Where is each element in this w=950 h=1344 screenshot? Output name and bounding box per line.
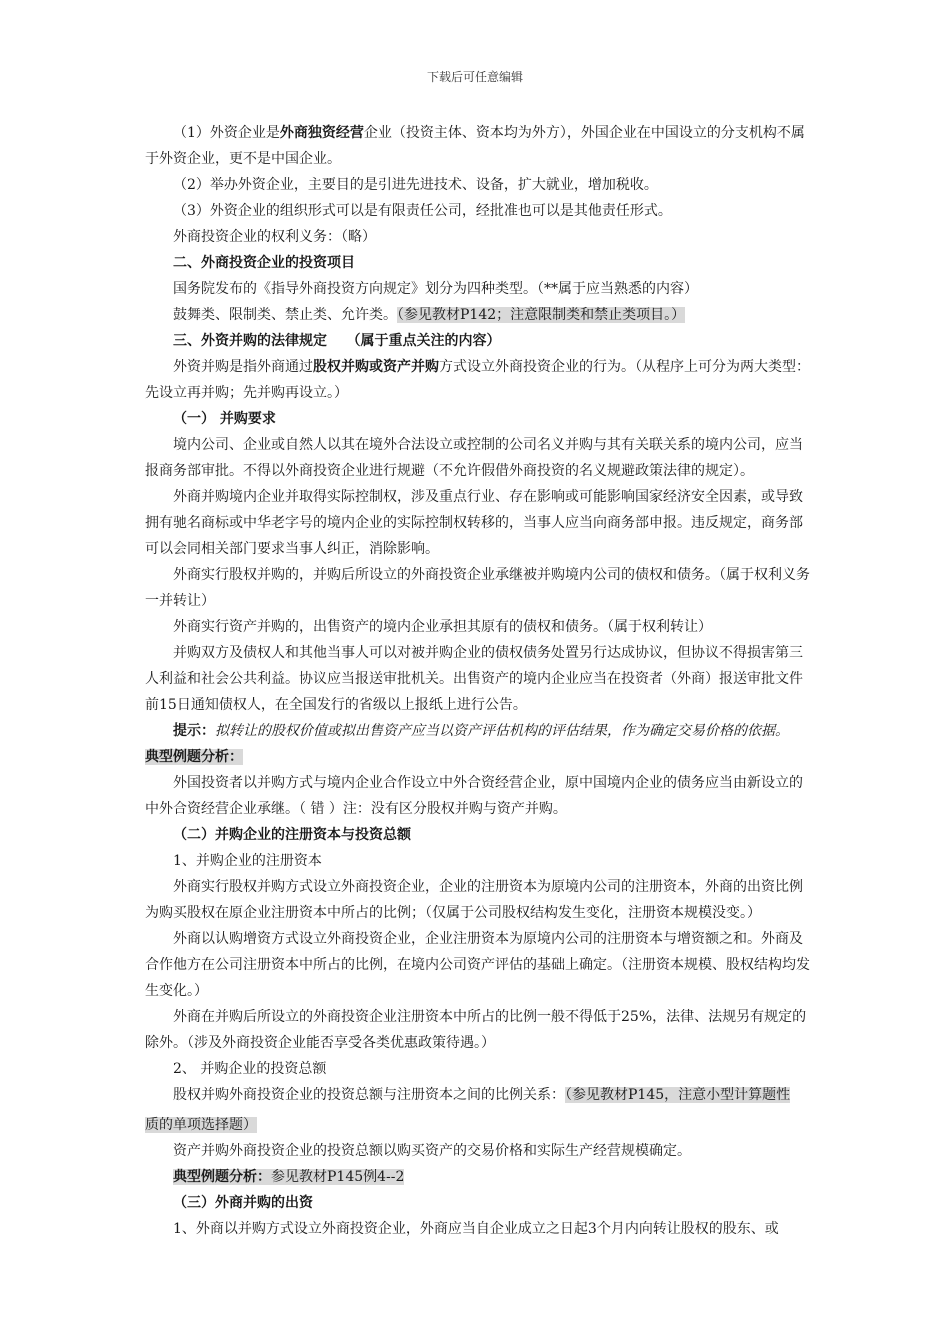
paragraph: 1、并购企业的注册资本 bbox=[173, 853, 322, 869]
tip-paragraph bbox=[145, 718, 810, 744]
paragraph: （2）举办外资企业，主要目的是引进先进技术、设备，扩大就业，增加税收。 bbox=[173, 177, 658, 193]
text: 鼓舞类、限制类、禁止类、允许类。 bbox=[173, 307, 397, 323]
example-label bbox=[145, 744, 810, 770]
text: 股权并购外商投资企业的投资总额与注册资本之间的比例关系： bbox=[173, 1087, 565, 1103]
heading-text: 三、外资并购的法律规定 bbox=[173, 333, 327, 349]
paragraph: 外国投资者以并购方式与境内企业合作设立中外合资经营企业，原中国境内企业的债务应当由新设立的中外合资经营企业承继。（ 错 ）注：没有区分股权并购与资产并购。 bbox=[145, 775, 803, 817]
paragraph: 外商在并购后所设立的外商投资企业注册资本中所占的比例一般不得低于25%，法律、法规另有规定的除外。（涉及外商投资企业能否享受各类优惠政策待遇。） bbox=[145, 1009, 807, 1051]
paragraph: 外商实行股权并购方式设立外商投资企业，企业的注册资本为原境内公司的注册资本，外商的出资比例为购买股权在原企业注册资本中所占的比例；（仅属于公司股权结构发生变化，注册资本规模没变。） bbox=[145, 879, 803, 921]
section-heading bbox=[145, 328, 810, 354]
document-body bbox=[145, 120, 810, 1242]
paragraph: 2、 并购企业的投资总额 bbox=[173, 1061, 327, 1077]
paragraph: （3）外资企业的组织形式可以是有限责任公司，经批准也可以是其他责任形式。 bbox=[173, 203, 672, 219]
paragraph: 国务院发布的《指导外商投资方向规定》划分为四种类型。（**属于应当熟悉的内容） bbox=[173, 281, 698, 297]
page-header: 下载后可任意编辑 bbox=[426, 70, 523, 84]
paragraph: 并购双方及债权人和其他当事人可以对被并购企业的债权债务处置另行达成协议，但协议不得损害第三人利益和社会公共利益。协议应当报送审批机关。出售资产的境内企业应当在投资者（外商）报送审批文件前15日通知债权人，在全国发行的省级以上报纸上进行公告。 bbox=[145, 645, 803, 713]
example-reference: 参见教材P145例4--2 bbox=[271, 1169, 405, 1185]
text: 企业（投资主体、资本均为外方），外国企业在中国设立的分支机构不属于外资企业，更不是中国企业。 bbox=[145, 125, 805, 167]
paragraph: 外商投资企业的权利义务：（略） bbox=[173, 229, 376, 245]
paragraph: 1、外商以并购方式设立外商投资企业，外商应当自企业成立之日起3个月内向转让股权的股东、或 bbox=[173, 1221, 779, 1237]
example-heading: 典型例题分析： bbox=[173, 1169, 271, 1185]
subsection-heading: （三）外商并购的出资 bbox=[173, 1195, 313, 1211]
paragraph bbox=[145, 1082, 810, 1108]
paragraph: 外商实行股权并购的，并购后所设立的外商投资企业承继被并购境内公司的债权和债务。（属于权利义务一并转让） bbox=[145, 567, 810, 609]
example-heading: 典型例题分析： bbox=[145, 749, 243, 765]
paragraph bbox=[145, 1112, 810, 1138]
subsection-heading: （一） 并购要求 bbox=[173, 411, 276, 427]
paragraph bbox=[145, 1164, 810, 1190]
subsection-heading: （二）并购企业的注册资本与投资总额 bbox=[173, 827, 411, 843]
text: 方式设立外商投资企业的行为。（从程序上可分为两大类型：先设立再并购；先并购再设立。） bbox=[145, 359, 810, 401]
section-heading: 二、外商投资企业的投资项目 bbox=[173, 255, 355, 271]
paragraph: 资产并购外商投资企业的投资总额以购买资产的交易价格和实际生产经营规模确定。 bbox=[173, 1143, 691, 1159]
tip-text: 拟转让的股权价值或拟出售资产应当以资产评估机构的评估结果，作为确定交易价格的依据。 bbox=[215, 723, 789, 739]
bold-text: 股权并购或资产并购 bbox=[313, 359, 439, 375]
heading-note: （属于重点关注的内容） bbox=[346, 333, 501, 349]
paragraph: 外商并购境内企业并取得实际控制权，涉及重点行业、存在影响或可能影响国家经济安全因素，或导致拥有驰名商标或中华老字号的境内企业的实际控制权转移的，当事人应当向商务部申报。违反规定，商务部可以会同相关部门要求当事人纠正，消除影响。 bbox=[145, 489, 803, 557]
highlight-note: 质的单项选择题） bbox=[145, 1117, 257, 1133]
paragraph bbox=[145, 120, 810, 172]
bold-text: 外商独资经营 bbox=[279, 125, 364, 141]
text: 外资并购是指外商通过 bbox=[173, 359, 313, 375]
paragraph bbox=[145, 354, 810, 406]
paragraph: 境内公司、企业或自然人以其在境外合法设立或控制的公司名义并购与其有关联关系的境内公司，应当报商务部审批。不得以外商投资企业进行规避（不允许假借外商投资的名义规避政策法律的规定）。 bbox=[145, 437, 803, 479]
highlight-note: （参见教材P142；注意限制类和禁止类项目。） bbox=[397, 307, 686, 323]
paragraph bbox=[145, 302, 810, 328]
paragraph: 外商以认购增资方式设立外商投资企业，企业注册资本为原境内公司的注册资本与增资额之和。外商及合作他方在公司注册资本中所占的比例，在境内公司资产评估的基础上确定。（注册资本规模、股权结构均发生变化。） bbox=[145, 931, 810, 999]
tip-label: 提示： bbox=[173, 723, 215, 739]
text: （1）外资企业是 bbox=[173, 125, 280, 141]
highlight-note: （参见教材P145，注意小型计算题性 bbox=[565, 1087, 791, 1103]
paragraph: 外商实行资产并购的，出售资产的境内企业承担其原有的债权和债务。（属于权利转让） bbox=[173, 619, 712, 635]
